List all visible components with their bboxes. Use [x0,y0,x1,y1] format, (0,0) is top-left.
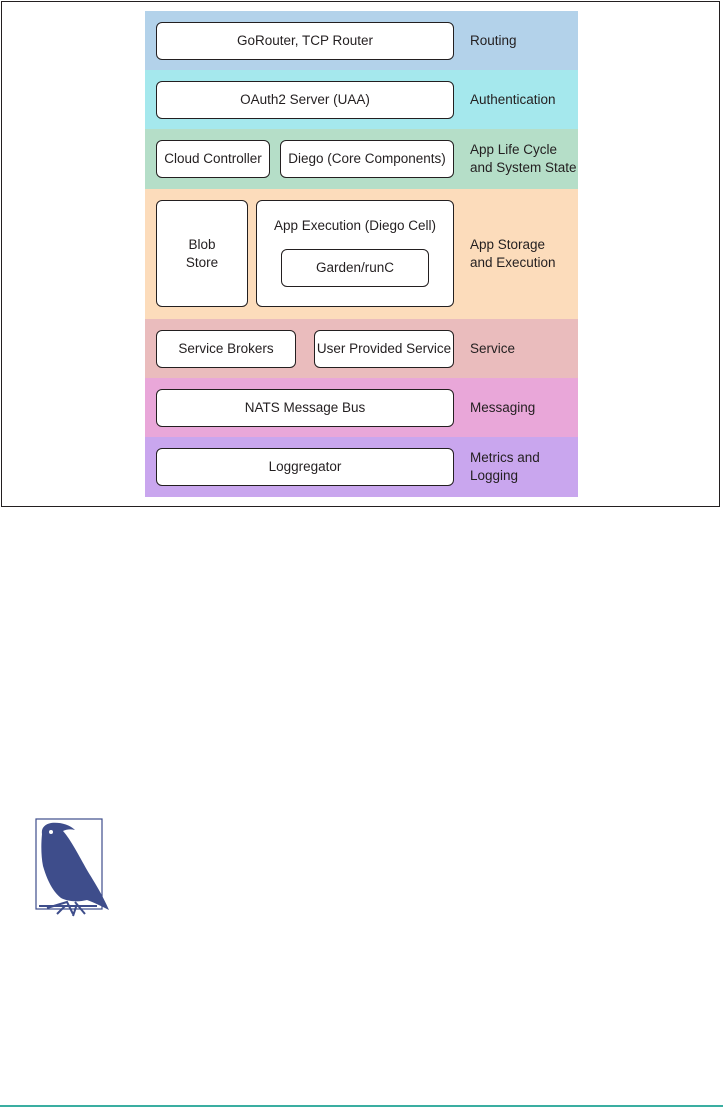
component-garden-runc: Garden/runC [281,249,429,287]
layer-label-authentication: Authentication [470,92,556,107]
component-loggregator: Loggregator [156,448,454,486]
app-execution-title: App Execution (Diego Cell) [273,218,437,233]
component-nats: NATS Message Bus [156,389,454,427]
component-cloud-controller: Cloud Controller [156,140,270,178]
component-blob-store: Blob Store [156,200,248,307]
layer-label-service: Service [470,341,516,356]
layer-label-metrics-logging: Metrics and Logging [470,450,540,483]
component-diego-core: Diego (Core Components) [280,140,454,178]
layer-label-routing: Routing [470,33,517,48]
component-uaa: OAuth2 Server (UAA) [156,81,454,119]
component-service-brokers: Service Brokers [156,330,296,368]
layer-label-app-storage: App Storage and Execution [470,237,556,270]
bottom-rule [0,1105,723,1107]
component-gorouter: GoRouter, TCP Router [156,22,454,60]
bird-icon [27,818,113,918]
layer-label-app-lifecycle: App Life Cycle and System State [470,142,577,175]
component-user-provided-service: User Provided Service [314,330,454,368]
layer-label-messaging: Messaging [470,400,536,415]
